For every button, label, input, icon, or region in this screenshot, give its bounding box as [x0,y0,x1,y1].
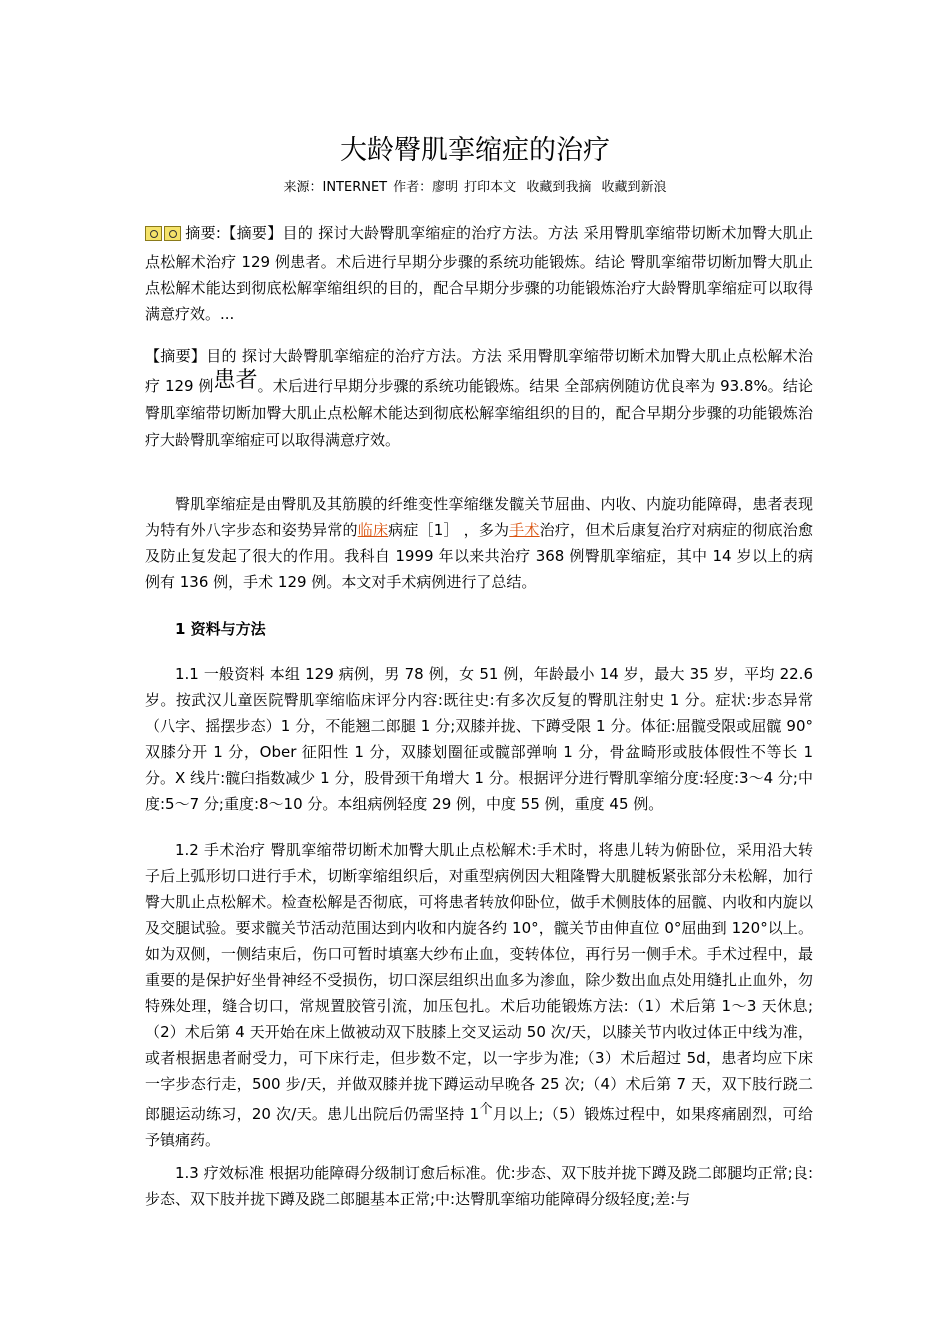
link-clinical[interactable]: 临床 [357,521,389,539]
favorite-link-2[interactable]: 收藏到新浪 [601,180,667,195]
paragraph-1-1-text: 1.1 一般资料 本组 129 病例，男 78 例，女 51 例，年龄最小 14 岁，最大 35 岁，平均 22.6 岁。按武汉儿童医院臀肌挛缩临床评分内容:既往史:有多次反复的臀肌注射史 1 分。症状:步态异常（八字、摇摆步态）1 分，不能翘二郎腿 1 分;双膝并拢、下蹲受限 1 分。体征:屈髋受限或屈髋 90°双膝分开 1 分，Ober 征阳性 1 分，双膝划圈征或髋部弹响 1 分，骨盆畸形或肢体假性不等长 1 分。X 线片:髋臼指数减少 1 分，股骨颈干角增大 1 分。根据评分进行臀肌挛缩分度:轻度:3～4 分;中度:5～7 分;重度:8～10 分。本组病例轻度 29 例，中度 55 例，重度 45 例。 [145,665,813,813]
link-surgery[interactable]: 手术 [509,521,540,539]
section-heading: 1 资料与方法 [175,620,266,638]
article-title: 大龄臀肌挛缩症的治疗 [340,135,610,166]
magnify-icon [145,226,162,241]
summary-block [145,220,813,327]
intro-text-3: 治疗，但术后康复治疗对病症的彻底治愈及防止复发起了很大的作用。我科自 1999 年以来共治疗 368 例臀肌挛缩症，其中 14 岁以上的病例有 136 例，手术 129 例。本文对手术病例进行了总结。 [145,521,813,591]
magnify-icon [164,226,181,241]
paragraph-1-2 [145,837,813,1153]
handwritten-word: 患者 [213,368,258,393]
paragraph-1-3 [145,1160,813,1212]
intro-text-1: 臀肌挛缩症是由臀肌及其筋膜的纤维变性挛缩继发髋关节屈曲、内收、内旋功能障碍，患者表现为特有外八字步态和姿势异常的 [145,495,813,539]
meta-author: 作者：廖明 [393,180,459,195]
paragraph-1-3-text: 1.3 疗效标准 根据功能障碍分级制订愈后标准。优:步态、双下肢并拢下蹲及跷二郎腿均正常;良:步态、双下肢并拢下蹲及跷二郎腿基本正常;中:达臀肌挛缩功能障碍分级轻度;差:与 [145,1164,813,1208]
paragraph-1-2-text-2: 月以上;（5）锻炼过程中，如果疼痛剧烈，可给予镇痛药。 [145,1105,813,1149]
abstract-text-2: 。术后进行早期分步骤的系统功能锻炼。结果 全部病例随访优良率为 93.8%。结论 臀肌挛缩带切断加臀大肌止点松解术能达到彻底松解挛缩组织的目的，配合早期分步骤的功能锻炼治疗大龄臀肌挛缩症可以取得满意疗效。 [145,377,813,449]
abstract-text-1: 【摘要】目的 探讨大龄臀肌挛缩症的治疗方法。方法 采用臀肌挛缩带切断术加臀大肌止点松解术治疗 129 例 [145,347,813,395]
article-meta [0,179,950,197]
superscript-char: 个 [479,1102,493,1117]
intro-paragraph [145,491,813,595]
abstract-paragraph [145,343,813,454]
meta-source: 来源：INTERNET [283,180,388,195]
paragraph-1-2-text-1: 1.2 手术治疗 臀肌挛缩带切断术加臀大肌止点松解术:手术时，将患儿转为俯卧位，采用沿大转子后上弧形切口进行手术，切断挛缩组织后，对重型病例因大粗隆臀大肌腱板紧张部分未松解，加行臀大肌止点松解术。检查松解是否彻底，可将患者转放仰卧位，做手术侧肢体的屈髋、内收和内旋以及交腿试验。要求髋关节活动范围达到内收和内旋各约 10°，髋关节由伸直位 0°屈曲到 120°以上。如为双侧，一侧结束后，伤口可暂时填塞大纱布止血，变转体位，再行另一侧手术。手术过程中，最重要的是保护好坐骨神经不受损伤，切口深层组织出血多为渗血，除少数出血点处用缝扎止血外，勿特殊处理，缝合切口，常规置胶管引流，加压包扎。术后功能锻炼方法:（1）术后第 1～3 天休息;（2）术后第 4 天开始在床上做被动双下肢膝上交叉运动 50 次/天，以膝关节内收过体正中线为准，或者根据患者耐受力，可下床行走，但步数不定，以一字步为准;（3）术后超过 5d，患者均应下床一字步态行走，500 步/天，并做双膝并拢下蹲运动早晚各 25 次;（4）术后第 7 天，双下肢行跷二郎腿运动练习，20 次/天。患儿出院后仍需坚持 1 [145,841,813,1123]
intro-text-2: 病症［1］ ，多为 [388,521,510,539]
paragraph-1-1 [145,661,813,817]
summary-text: 摘要:【摘要】目的 探讨大龄臀肌挛缩症的治疗方法。方法 采用臀肌挛缩带切断术加臀大肌止点松解术治疗 129 例患者。术后进行早期分步骤的系统功能锻炼。结论 臀肌挛缩带切断加臀大肌止点松解术能达到彻底松解挛缩组织的目的，配合早期分步骤的功能锻炼治疗大龄臀肌挛缩症可以取得满意疗效。... [145,224,813,323]
print-link[interactable]: 打印本文 [464,180,517,195]
summary-icons [145,223,183,249]
favorite-link-1[interactable]: 收藏到我摘 [526,180,592,195]
